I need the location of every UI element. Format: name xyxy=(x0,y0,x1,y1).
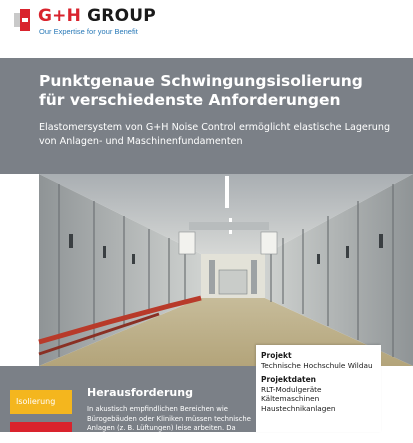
project-label: Projekt xyxy=(261,351,292,360)
title-line-2: für verschiedenste Anforderungen xyxy=(39,91,341,109)
logo-brand: G+H xyxy=(38,6,82,26)
project-data-item: RLT-Modulgeräte xyxy=(261,384,322,394)
category-tag-isolierung[interactable]: Isolierung xyxy=(10,390,72,414)
category-tag-red xyxy=(10,422,72,432)
gh-logo-mark-icon xyxy=(14,9,32,31)
header xyxy=(0,0,413,58)
section-body-text: In akustisch empfindlichen Bereichen wie Bürogebäuden oder Kliniken müssen technische Anlagen (z. B. Lüftungen) leise arbeiten. Da gerade bei luft- xyxy=(87,405,251,442)
project-data-item: Kältemaschinen xyxy=(261,394,320,403)
project-value: Technische Hochschule Wildau xyxy=(261,361,373,370)
page-subtitle: Elastomersystem von G+H Noise Control ermöglicht elastische Lagerung von Anlagen- und Maschinenfundamenten xyxy=(39,122,391,147)
plant-room-illustration xyxy=(39,174,413,366)
section-heading: Herausforderung xyxy=(87,386,193,399)
logo-wordmark[interactable] xyxy=(38,6,156,26)
hero-photo xyxy=(39,174,413,366)
logo-tagline: Our Expertise for your Benefit xyxy=(39,27,138,36)
project-info-box xyxy=(256,345,381,432)
logo-group: GROUP xyxy=(87,6,156,26)
page-title xyxy=(39,72,399,110)
title-line-1: Punktgenaue Schwingungsisolierung xyxy=(39,72,363,90)
project-data-label: Projektdaten xyxy=(261,374,317,384)
project-data-item: Haustechnikanlagen xyxy=(261,403,336,413)
